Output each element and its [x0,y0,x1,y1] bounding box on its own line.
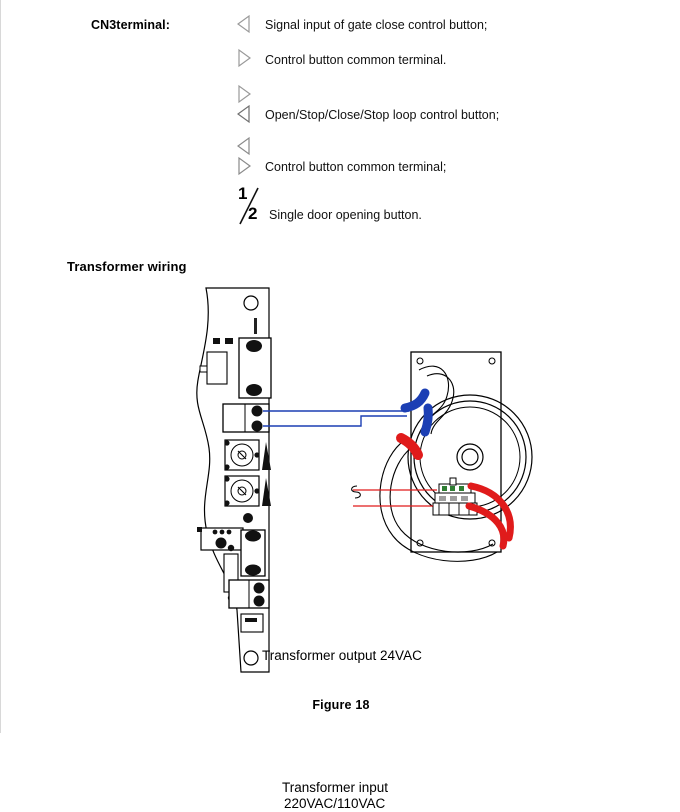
cn3-terminal-label: CN3terminal: [91,18,170,32]
cn3-row-text: Control button common terminal; [265,160,447,174]
triangle-left-icon [237,14,251,34]
cn3-terminal-section [1,0,680,240]
wiring-diagram-svg [1,280,680,690]
control-board [197,288,271,672]
figure-caption: Figure 18 [312,698,370,712]
cn3-row-text: Single door opening button. [269,208,422,222]
fraction-numerator: 1 [238,184,248,203]
bottom-connector [241,614,263,632]
cn3-row-text: Control button common terminal. [265,53,447,67]
cn3-row-icons [237,14,261,34]
cn3-row-text: Signal input of gate close control button; [265,18,488,32]
output-lead-2 [263,416,407,426]
smd-part [213,338,220,344]
transformer-plate [411,352,501,552]
silkscreen-mark [254,318,257,334]
output-terminal-screw-1 [252,406,263,417]
relay-pad-top [246,340,262,352]
fraction-one-half-icon [237,184,263,228]
ic-pin [200,366,207,372]
triangle-right-icon [237,156,251,176]
cn3-row-icons [237,136,261,176]
cn3-row [237,84,499,124]
input-wire-label-line1: Transformer input [282,780,389,795]
ic-chip [207,352,227,384]
triangle-right-icon [237,84,251,104]
input-wire-label-line2: 220VAC/110VAC [284,796,386,811]
triangle-left-icon [237,104,251,124]
cn3-row [237,48,446,68]
cn3-row [237,184,422,228]
cn3-row [237,14,487,34]
triangle-right-icon [237,48,251,68]
triangle-left-icon [237,136,251,156]
cn3-row-icons [237,84,261,124]
relay-pad-bottom [246,384,262,396]
fraction-denominator: 2 [248,204,258,223]
lead-pad [243,513,253,523]
cn3-row-text: Open/Stop/Close/Stop loop control button; [265,108,500,122]
transformer-wiring-heading: Transformer wiring [67,259,187,274]
smd-part [225,338,233,344]
input-wire-label [282,780,388,812]
output-wiring-24vac [263,393,428,432]
input-lead-marker [352,486,361,498]
output-boot-lower [425,408,428,432]
cn3-row-icons [237,48,261,68]
cn3-row [237,136,446,176]
output-terminal-screw-2 [252,421,263,432]
output-wire-label: Transformer output 24VAC [262,648,422,663]
